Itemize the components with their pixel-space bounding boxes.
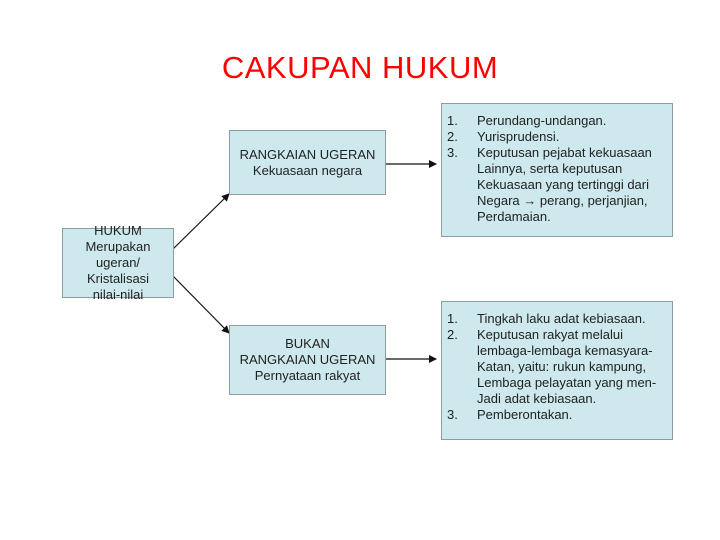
hukum-line: nilai-nilai: [92, 287, 144, 302]
list-item-text: Negara → perang, perjanjian,: [477, 193, 648, 208]
list-item-text: Kekuasaan yang tertinggi dari: [477, 177, 650, 192]
list-top-box: [441, 103, 673, 237]
list-item-text: Keputusan pejabat kekuasaan: [477, 145, 652, 160]
list-item-number: 3.: [447, 407, 458, 422]
hukum-line: HUKUM: [94, 223, 142, 238]
list-item-text: Keputusan rakyat melalui: [477, 327, 623, 342]
hukum-box: [62, 223, 174, 302]
list-item: [447, 327, 662, 407]
list-item-number: 2.: [447, 327, 458, 342]
list-item-number: 3.: [447, 145, 458, 160]
list-item-text: Perdamaian.: [477, 209, 551, 224]
arrow-hukum-to-rangkaian: [172, 194, 229, 250]
list-item-text: Tingkah laku adat kebiasaan.: [477, 311, 646, 326]
list-item-number: 2.: [447, 129, 458, 144]
bukan-line: RANGKAIAN UGERAN: [239, 352, 376, 367]
list-item: [447, 407, 662, 423]
list-item: [447, 113, 662, 129]
page-title: CAKUPAN HUKUM: [221, 50, 499, 85]
list-bottom-box: [441, 301, 673, 440]
list-item: [447, 311, 662, 327]
list-item-text: Perundang-undangan.: [477, 113, 607, 128]
list-item: [447, 129, 662, 145]
list-item-number: 1.: [447, 311, 458, 326]
list-item-number: 1.: [447, 113, 458, 128]
bukan-rangkaian-box: [229, 325, 386, 395]
bukan-line: BUKAN: [285, 336, 330, 351]
list-item-text: Katan, yaitu: rukun kampung,: [477, 359, 647, 374]
bukan-line: Pernyataan rakyat: [254, 368, 361, 383]
arrow-hukum-to-bukan: [172, 275, 229, 333]
rangkaian-line: RANGKAIAN UGERAN: [239, 146, 376, 162]
hukum-line: Merupakan ugeran/: [85, 239, 151, 270]
list-item-text: Yurisprudensi.: [477, 129, 560, 144]
list-item-text: Pemberontakan.: [477, 407, 573, 422]
list-item-text: Lainnya, serta keputusan: [477, 161, 623, 176]
rangkaian-line: Kekuasaan negara: [252, 162, 363, 178]
hukum-line: Kristalisasi: [86, 271, 150, 286]
list-item-text: Jadi adat kebiasaan.: [477, 391, 597, 406]
list-item-text: lembaga-lembaga kemasyara-: [477, 343, 653, 358]
list-item: [447, 145, 662, 225]
rangkaian-ugeran-box: [229, 130, 386, 195]
list-item-text: Lembaga pelayatan yang men-: [477, 375, 657, 390]
